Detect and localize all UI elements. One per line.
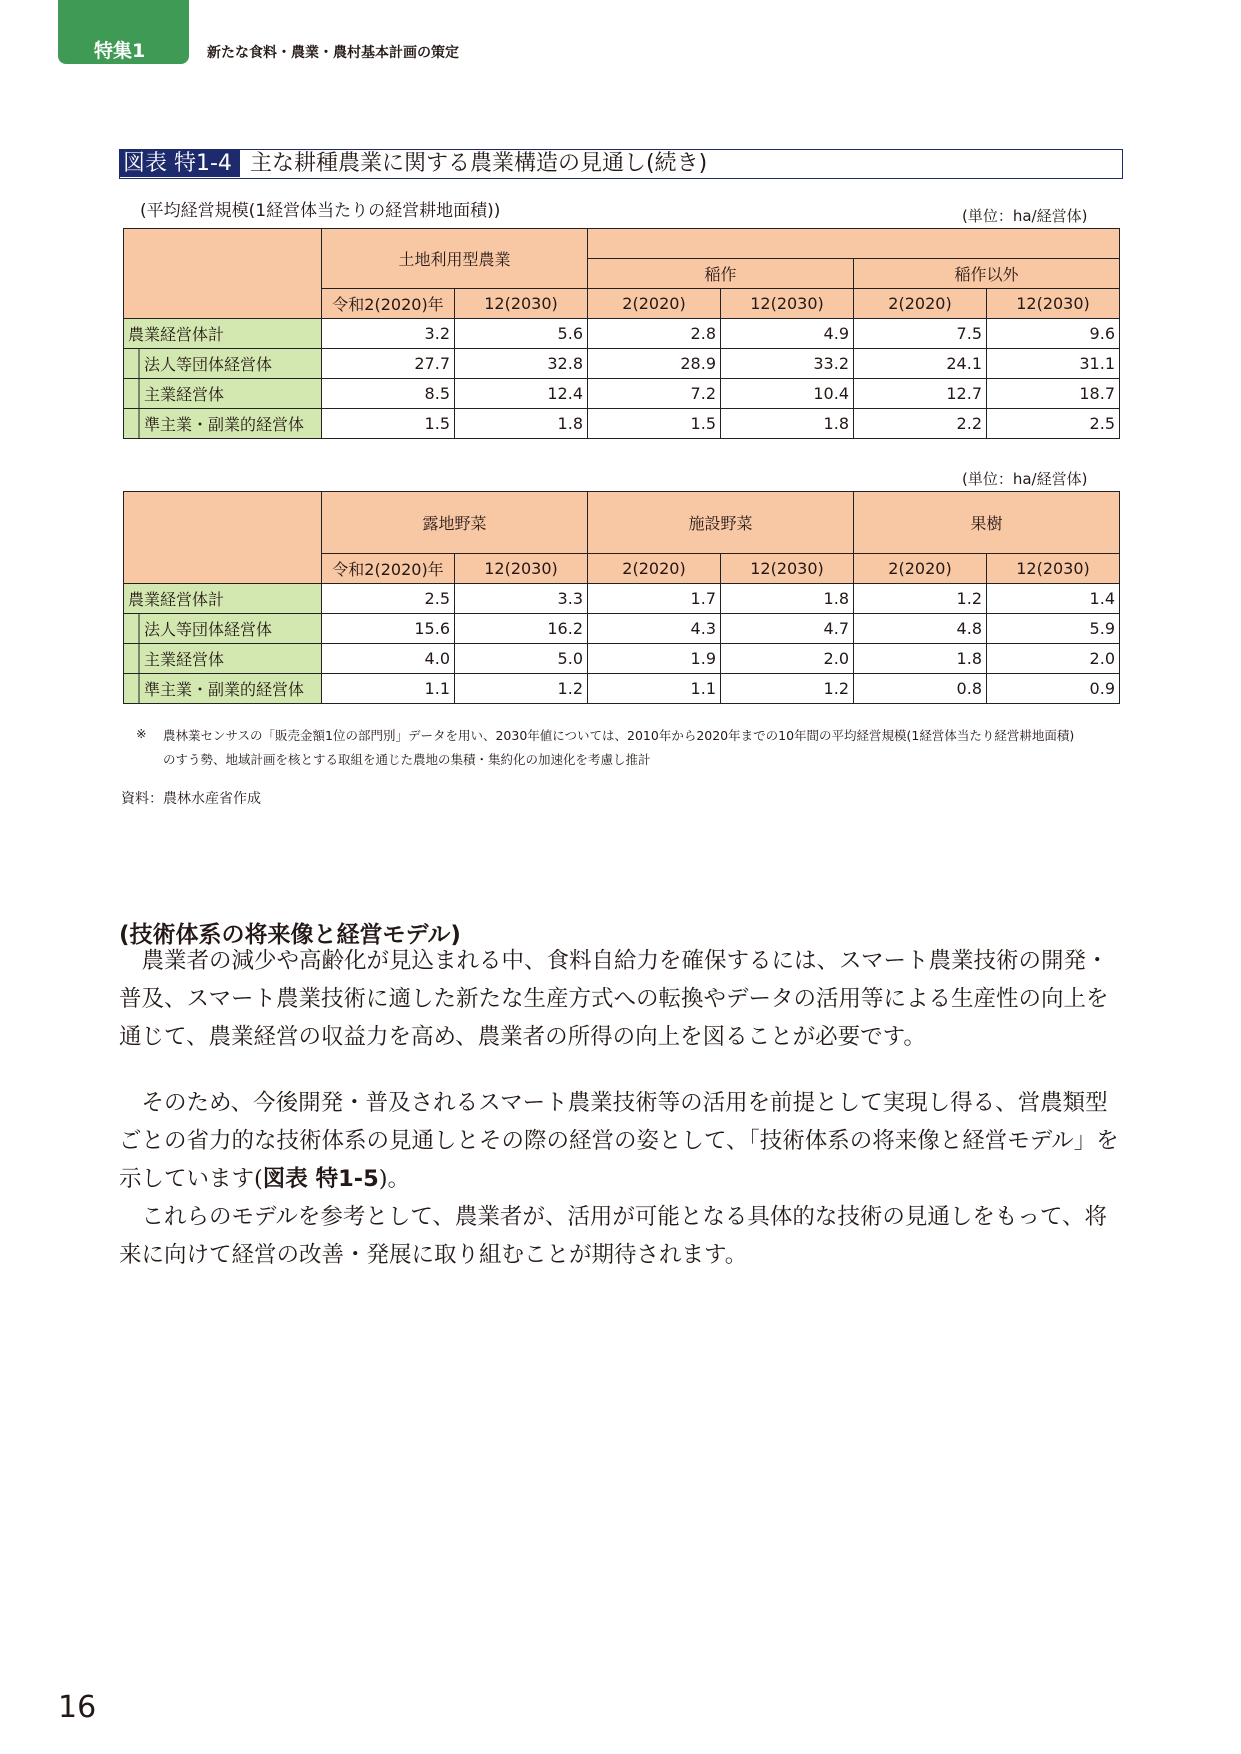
table-cell: 5.0 <box>455 644 588 674</box>
table1-group-extension <box>588 229 1120 259</box>
row-label: 主業経営体 <box>124 644 322 674</box>
table-cell: 1.1 <box>588 674 721 704</box>
row-label: 農業経営体計 <box>124 584 322 614</box>
table-cell: 1.9 <box>588 644 721 674</box>
table2-year-header: 令和2(2020)年 <box>322 554 455 584</box>
table-row <box>124 614 1120 644</box>
running-header: 新たな食料・農業・農村基本計画の策定 <box>207 45 459 61</box>
table-cell: 0.9 <box>987 674 1120 704</box>
table-cell: 1.4 <box>987 584 1120 614</box>
table-row <box>124 349 1120 379</box>
table-cell: 32.8 <box>455 349 588 379</box>
table-row <box>124 409 1120 439</box>
table-cell: 33.2 <box>721 349 854 379</box>
table-cell: 2.0 <box>987 644 1120 674</box>
table1-year-header: 12(2030) <box>987 289 1120 319</box>
paragraph-1: 農業者の減少や高齢化が見込まれる中、食料自給力を確保するには、スマート農業技術の開発・普及、スマート農業技術に適した新たな生産方式への転換やデータの活用等による生産性の向上を通じて、農業経営の収益力を高め、農業者の所得の向上を図ることが必要です。 <box>119 948 1109 1050</box>
page-number: 16 <box>58 1690 97 1725</box>
table-cell: 24.1 <box>854 349 987 379</box>
row-label: 法人等団体経営体 <box>124 349 322 379</box>
table1-year-header: 2(2020) <box>588 289 721 319</box>
paragraph-2 <box>119 1084 1129 1198</box>
table-cell: 4.7 <box>721 614 854 644</box>
table-cell: 2.5 <box>987 409 1120 439</box>
table-cell: 3.3 <box>455 584 588 614</box>
structure-table-1 <box>123 228 1120 439</box>
table1-group-header: 土地利用型農業 <box>322 229 588 289</box>
table1-year-header: 令和2(2020)年 <box>322 289 455 319</box>
table-row <box>124 674 1120 704</box>
table-cell: 1.8 <box>721 409 854 439</box>
table-cell: 1.8 <box>455 409 588 439</box>
table2-year-header: 12(2030) <box>987 554 1120 584</box>
row-label: 準主業・副業的経営体 <box>124 409 322 439</box>
table-cell: 1.8 <box>854 644 987 674</box>
note-line-1: 農林業センサスの「販売金額1位の部門別」データを用い、2030年値については、2010年から2020年までの10年間の平均経営規模(1経営体当たり経営耕地面積) <box>163 728 1075 743</box>
table1-subheader-non-rice: 稲作以外 <box>854 259 1120 289</box>
table-cell: 1.1 <box>322 674 455 704</box>
table-cell: 1.2 <box>455 674 588 704</box>
source-note: 資料：農林水産省作成 <box>121 791 261 807</box>
table-cell: 7.2 <box>588 379 721 409</box>
table-cell: 16.2 <box>455 614 588 644</box>
note-mark: ※ <box>136 726 147 741</box>
table1-corner-cell <box>124 229 322 319</box>
section-heading: (技術体系の将来像と経営モデル) <box>119 922 461 948</box>
table1-year-header: 12(2030) <box>455 289 588 319</box>
figure-title-box <box>119 149 1123 179</box>
table-row <box>124 319 1120 349</box>
table-cell: 28.9 <box>588 349 721 379</box>
table-cell: 1.7 <box>588 584 721 614</box>
table2-header-fruit-trees: 果樹 <box>854 492 1120 554</box>
figure-subtitle: (平均経営規模(1経営体当たりの経営耕地面積)) <box>140 201 501 221</box>
paragraph-2-end: )。 <box>378 1166 411 1192</box>
table-cell: 10.4 <box>721 379 854 409</box>
table-cell: 12.7 <box>854 379 987 409</box>
table-cell: 4.8 <box>854 614 987 644</box>
paragraph-2-text: そのため、今後開発・普及されるスマート農業技術等の活用を前提として実現し得る、営農類型ごとの省力的な技術体系の見通しとその際の経営の姿として、「技術体系の将来像と経営モデル」を示しています( <box>119 1090 1119 1192</box>
table2-header-greenhouse-veg: 施設野菜 <box>588 492 854 554</box>
row-label: 農業経営体計 <box>124 319 322 349</box>
table1-year-header: 2(2020) <box>854 289 987 319</box>
table-cell: 0.8 <box>854 674 987 704</box>
table2-year-header: 2(2020) <box>588 554 721 584</box>
table2-year-header: 12(2030) <box>721 554 854 584</box>
figure-label: 図表 特1-4 <box>120 150 240 177</box>
figure-title: 主な耕種農業に関する農業構造の見通し(続き) <box>250 151 708 176</box>
table1-subheader-rice: 稲作 <box>588 259 854 289</box>
table-cell: 5.6 <box>455 319 588 349</box>
table-cell: 5.9 <box>987 614 1120 644</box>
structure-table-2 <box>123 491 1120 704</box>
unit-label-1: (単位：ha/経営体) <box>962 207 1088 225</box>
section-tab <box>58 0 189 64</box>
table-cell: 8.5 <box>322 379 455 409</box>
row-label: 主業経営体 <box>124 379 322 409</box>
table-cell: 2.5 <box>322 584 455 614</box>
table-cell: 27.7 <box>322 349 455 379</box>
table-cell: 2.0 <box>721 644 854 674</box>
unit-label-2: (単位：ha/経営体) <box>962 470 1088 488</box>
table-cell: 9.6 <box>987 319 1120 349</box>
table-cell: 31.1 <box>987 349 1120 379</box>
table2-header-open-field-veg: 露地野菜 <box>322 492 588 554</box>
table-cell: 4.0 <box>322 644 455 674</box>
table-cell: 1.2 <box>721 674 854 704</box>
paragraph-3: これらのモデルを参考として、農業者が、活用が可能となる具体的な技術の見通しをもって、将来に向けて経営の改善・発展に取り組むことが期待されます。 <box>119 1204 1107 1268</box>
table-row <box>124 644 1120 674</box>
table-cell: 1.8 <box>721 584 854 614</box>
table-cell: 15.6 <box>322 614 455 644</box>
table-cell: 12.4 <box>455 379 588 409</box>
row-label: 準主業・副業的経営体 <box>124 674 322 704</box>
table-cell: 1.5 <box>588 409 721 439</box>
figure-reference: 図表 特1-5 <box>262 1166 379 1192</box>
table-cell: 1.2 <box>854 584 987 614</box>
table2-year-header: 12(2030) <box>455 554 588 584</box>
table-cell: 7.5 <box>854 319 987 349</box>
table1-year-header: 12(2030) <box>721 289 854 319</box>
table-cell: 2.2 <box>854 409 987 439</box>
table-cell: 4.9 <box>721 319 854 349</box>
table2-corner-cell <box>124 492 322 584</box>
table-cell: 18.7 <box>987 379 1120 409</box>
table-row <box>124 584 1120 614</box>
table-cell: 4.3 <box>588 614 721 644</box>
table-cell: 3.2 <box>322 319 455 349</box>
table-cell: 2.8 <box>588 319 721 349</box>
row-label: 法人等団体経営体 <box>124 614 322 644</box>
note-line-2: のすう勢、地域計画を核とする取組を通じた農地の集積・集約化の加速化を考慮し推計 <box>163 752 651 767</box>
table-row <box>124 379 1120 409</box>
section-tab-label: 特集1 <box>94 40 146 62</box>
table2-year-header: 2(2020) <box>854 554 987 584</box>
table-cell: 1.5 <box>322 409 455 439</box>
